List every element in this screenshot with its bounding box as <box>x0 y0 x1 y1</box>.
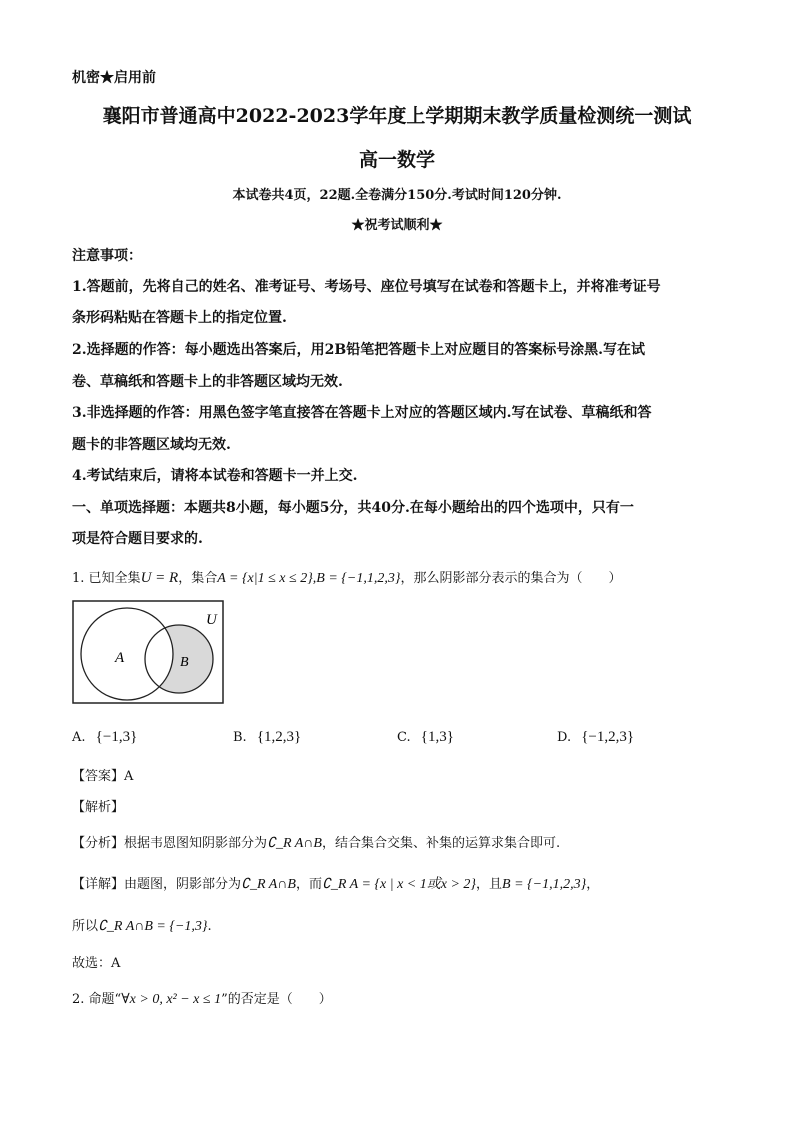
xiangjie-tag: 【详解】 <box>72 877 125 892</box>
exam-title: 襄阳市普通高中2022-2023学年度上学期期末教学质量检测统一测试 <box>102 105 692 127</box>
xiangjie-text: ， <box>586 877 600 892</box>
label-u: U <box>206 612 217 628</box>
xiangjie-formula-1: ∁_R A∩B <box>241 877 296 892</box>
label-b: B <box>180 655 189 670</box>
notice-item-2-line-1: 2.选择题的作答：每小题选出答案后，用2B铅笔把答题卡上对应题目的答案标号涂黑.写在试 <box>72 342 646 358</box>
xiangjie-text: ，且 <box>476 877 503 892</box>
question-2-stem <box>72 988 332 1008</box>
answer-value: A <box>124 769 134 784</box>
xiangjie-text: ，而 <box>295 877 322 892</box>
option-d[interactable] <box>557 729 634 746</box>
option-letter: C. <box>397 730 411 745</box>
proposition-formula: ∀x > 0, x² − x ≤ 1 <box>121 992 222 1007</box>
subject-title: 高一数学 <box>358 149 435 171</box>
label-a: A <box>115 650 125 666</box>
notice-item-1-line-1: 1.答题前，先将自己的姓名、准考证号、考场号、座位号填写在试卷和答题卡上，并将准考证号 <box>72 279 661 295</box>
stem-text: ”的否定是（ ） <box>221 992 332 1007</box>
conclusion-line <box>72 915 212 935</box>
option-letter: A. <box>72 730 86 745</box>
set-a-formula: A = {x|1 ≤ x ≤ 2} <box>217 571 313 586</box>
set-separator: , <box>312 571 317 586</box>
fenxi-formula: ∁_R A∩B <box>267 836 322 851</box>
analysis-tag: 【解析】 <box>72 800 125 815</box>
exam-meta: 本试卷共4页，22题.全卷满分150分.考试时间120分钟. <box>232 188 562 203</box>
option-a[interactable] <box>72 729 137 746</box>
option-value: {1,2,3} <box>256 729 302 745</box>
option-letter: D. <box>557 730 572 745</box>
xiangjie-formula-3: B = {−1,1,2,3} <box>502 877 587 892</box>
fenxi-line <box>72 832 560 852</box>
fenxi-text: 根据韦恩图知阴影部分为 <box>124 836 268 851</box>
question-1-stem <box>72 567 621 587</box>
xiangjie-formula-2: ∁_R A = {x | x < 1或x > 2} <box>321 877 477 892</box>
fenxi-tag: 【分析】 <box>72 836 125 851</box>
xiangjie-text: 由题图，阴影部分为 <box>124 877 242 892</box>
option-b[interactable] <box>233 729 301 746</box>
venn-diagram <box>72 600 224 704</box>
question-number: 1. <box>72 571 85 586</box>
answer-tag: 【答案】 <box>72 769 125 784</box>
notice-heading: 注意事项： <box>72 248 142 264</box>
stem-text: ，集合 <box>178 571 218 586</box>
notice-item-3-line-1: 3.非选择题的作答：用黑色签字笔直接答在答题卡上对应的答题区域内.写在试卷、草稿纸和答 <box>72 405 652 421</box>
option-value: {−1,3} <box>95 729 138 745</box>
stem-text: 已知全集 <box>88 571 141 586</box>
confidential-label: 机密★启用前 <box>72 70 156 86</box>
option-letter: B. <box>233 730 247 745</box>
conclusion-text: 所以 <box>72 919 99 934</box>
notice-item-3-line-2: 题卡的非答题区域均无效. <box>72 437 231 453</box>
conclusion-formula: ∁_R A∩B = {−1,3} <box>98 919 208 934</box>
option-value: {−1,2,3} <box>581 729 635 745</box>
section-1-instructions-line-2: 项是符合题目要求的. <box>72 531 203 547</box>
choose-line: 故选：A <box>72 956 121 971</box>
notice-item-2-line-2: 卷、草稿纸和答题卡上的非答题区域均无效. <box>72 374 343 390</box>
stem-text: ，那么阴影部分表示的集合为（ ） <box>400 571 622 586</box>
xiangjie-line <box>72 873 599 893</box>
notice-item-1-line-2: 条形码粘贴在答题卡上的指定位置. <box>72 310 287 326</box>
option-value: {1,3} <box>420 729 454 745</box>
answer-line <box>72 765 133 784</box>
question-number: 2. <box>72 992 85 1007</box>
section-1-instructions-line-1: 一、单项选择题：本题共8小题，每小题5分，共40分.在每小题给出的四个选项中，只有一 <box>72 500 634 516</box>
stem-text: 命题“ <box>88 992 122 1007</box>
universal-set-formula: U = R <box>140 570 179 586</box>
set-b-formula: B = {−1,1,2,3} <box>316 571 401 586</box>
option-c[interactable] <box>397 729 454 746</box>
exam-wish: ★祝考试顺利★ <box>351 218 443 233</box>
fenxi-text: ，结合集合交集、补集的运算求集合即可. <box>321 836 561 851</box>
conclusion-text: . <box>207 919 212 934</box>
notice-item-4: 4.考试结束后，请将本试卷和答题卡一并上交. <box>72 468 358 484</box>
